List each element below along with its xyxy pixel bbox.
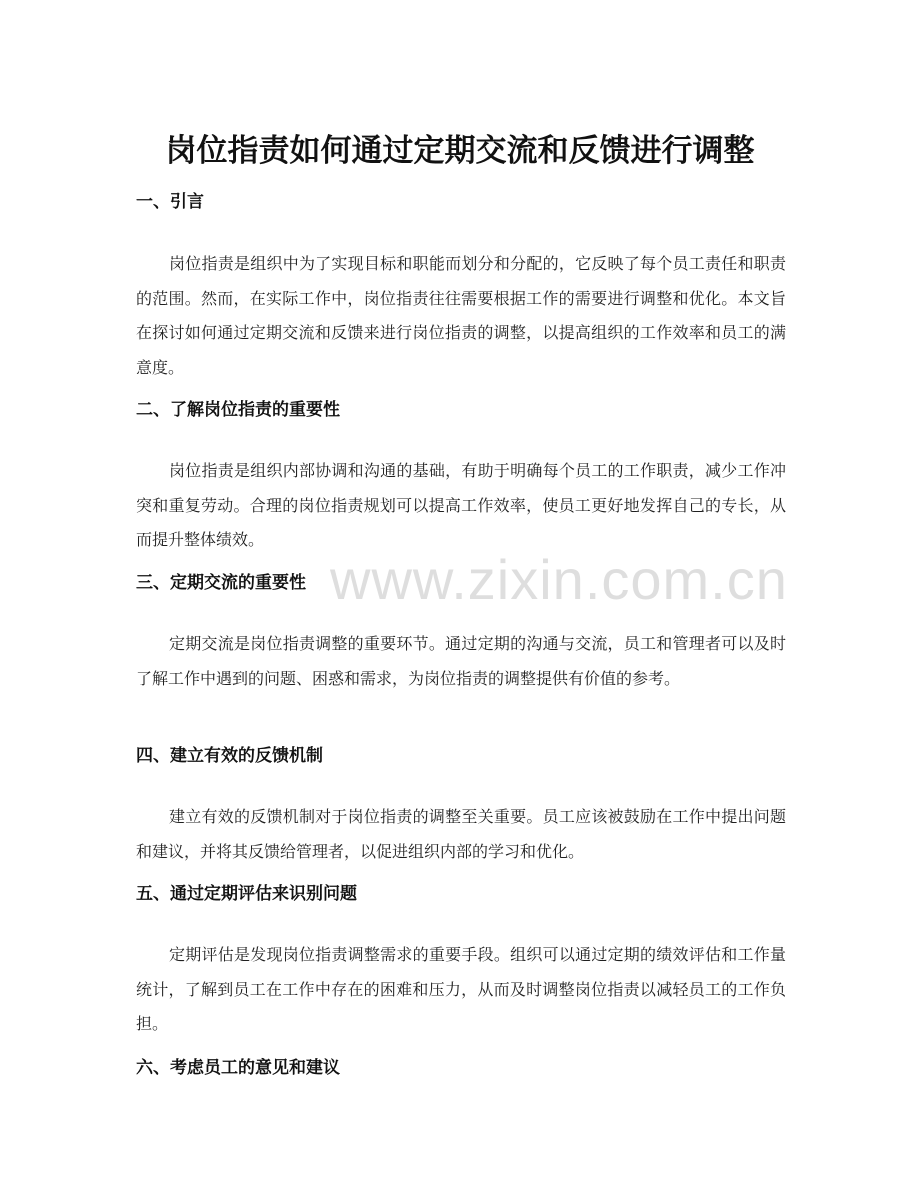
section-feedback-mechanism [136, 744, 786, 869]
section-paragraph: 岗位指责是组织中为了实现目标和职能而划分和分配的，它反映了每个员工责任和职责的范围。然而，在实际工作中，岗位指责往往需要根据工作的需要进行调整和优化。本文旨在探讨如何通过定期交流和反馈来进行岗位指责的调整，以提高组织的工作效率和员工的满意度。 [136, 254, 786, 377]
section-heading: 五、通过定期评估来识别问题 [136, 884, 357, 904]
section-introduction [136, 190, 786, 385]
section-heading: 四、建立有效的反馈机制 [136, 746, 323, 766]
section-heading: 三、定期交流的重要性 [136, 573, 306, 593]
section-paragraph: 建立有效的反馈机制对于岗位指责的调整至关重要。员工应该被鼓励在工作中提出问题和建议，并将其反馈给管理者，以促进组织内部的学习和优化。 [136, 807, 786, 861]
section-heading: 一、引言 [136, 192, 204, 212]
section-paragraph: 定期评估是发现岗位指责调整需求的重要手段。组织可以通过定期的绩效评估和工作量统计，了解到员工在工作中存在的困难和压力，从而及时调整岗位指责以减轻员工的工作负担。 [136, 945, 786, 1033]
section-paragraph: 岗位指责是组织内部协调和沟通的基础，有助于明确每个员工的工作职责，减少工作冲突和重复劳动。合理的岗位指责规划可以提高工作效率，使员工更好地发挥自己的专长，从而提升整体绩效。 [136, 461, 786, 549]
section-heading: 二、了解岗位指责的重要性 [136, 400, 340, 420]
section-importance-of-duties [136, 398, 786, 558]
section-employee-opinions [136, 1056, 786, 1080]
section-paragraph: 定期交流是岗位指责调整的重要环节。通过定期的沟通与交流，员工和管理者可以及时了解工作中遇到的问题、困惑和需求，为岗位指责的调整提供有价值的参考。 [136, 634, 786, 688]
section-heading: 六、考虑员工的意见和建议 [136, 1058, 340, 1078]
section-regular-evaluation [136, 882, 786, 1042]
document-title: 岗位指责如何通过定期交流和反馈进行调整 [165, 132, 755, 169]
section-regular-communication [136, 571, 786, 696]
watermark: www.zixin.com.cn [330, 548, 788, 611]
